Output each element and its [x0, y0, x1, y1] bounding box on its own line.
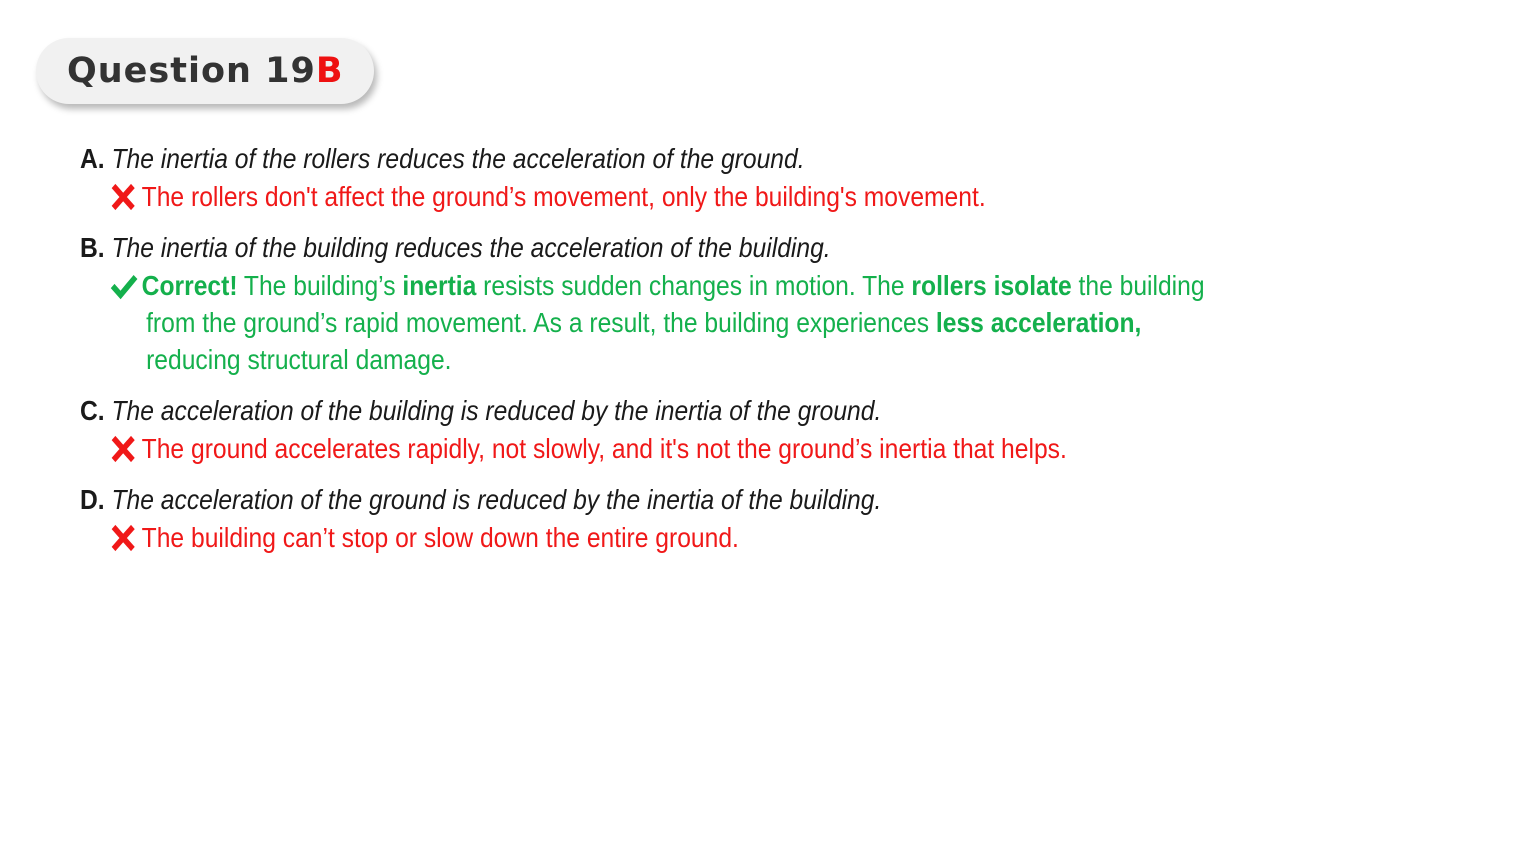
option-c — [80, 392, 1480, 467]
option-text: The inertia of the rollers reduces the acceleration of the ground. — [111, 143, 805, 174]
feedback-line-2 — [110, 304, 1289, 341]
option-question — [80, 229, 1312, 267]
feedback-line-1 — [110, 267, 1289, 304]
check-icon — [110, 267, 142, 301]
option-letter: D. — [80, 484, 105, 515]
option-feedback-wrong — [110, 519, 1316, 556]
cross-icon — [110, 430, 142, 464]
option-feedback-wrong — [110, 178, 1316, 215]
question-answer-letter: B — [315, 51, 344, 91]
cross-icon — [110, 519, 142, 553]
option-question — [80, 481, 1312, 519]
feedback-text: The building’s — [237, 270, 403, 301]
feedback-emphasis: rollers isolate — [911, 270, 1072, 301]
option-letter: B. — [80, 232, 105, 263]
option-text: The acceleration of the ground is reduced by the inertia of the building. — [111, 484, 882, 515]
option-letter: A. — [80, 143, 105, 174]
feedback-emphasis: less acceleration — [935, 307, 1135, 338]
option-b — [80, 229, 1480, 378]
option-d — [80, 481, 1480, 556]
feedback-text: The ground accelerates rapidly, not slowly, and it's not the ground’s inertia that helps. — [141, 433, 1067, 464]
feedback-text: resists sudden changes in motion. The — [476, 270, 912, 301]
option-text: The inertia of the building reduces the acceleration of the building. — [111, 232, 831, 263]
cross-icon — [110, 178, 142, 212]
feedback-line-3 — [110, 341, 1289, 378]
feedback-text: The building can’t stop or slow down the entire ground. — [141, 522, 739, 553]
feedback-emphasis: inertia — [402, 270, 477, 301]
option-text: The acceleration of the building is reduced by the inertia of the ground. — [111, 395, 882, 426]
feedback-text: The rollers don't affect the ground’s movement, only the building's movement. — [141, 181, 986, 212]
option-question — [80, 140, 1312, 178]
option-feedback-wrong — [110, 430, 1316, 467]
feedback-punctuation: , — [1134, 307, 1142, 338]
correct-label: Correct! — [141, 270, 238, 301]
feedback-text: from the ground’s rapid movement. As a result, the building experiences — [146, 307, 936, 338]
option-feedback-correct — [110, 267, 1289, 378]
question-number: Question 19 — [67, 51, 316, 91]
question-title-badge — [36, 38, 374, 104]
answer-options — [80, 140, 1480, 570]
feedback-text: the building — [1071, 270, 1205, 301]
option-question — [80, 392, 1312, 430]
option-letter: C. — [80, 395, 105, 426]
feedback-text: reducing structural damage. — [146, 344, 452, 375]
question-title — [67, 51, 344, 91]
option-a — [80, 140, 1480, 215]
